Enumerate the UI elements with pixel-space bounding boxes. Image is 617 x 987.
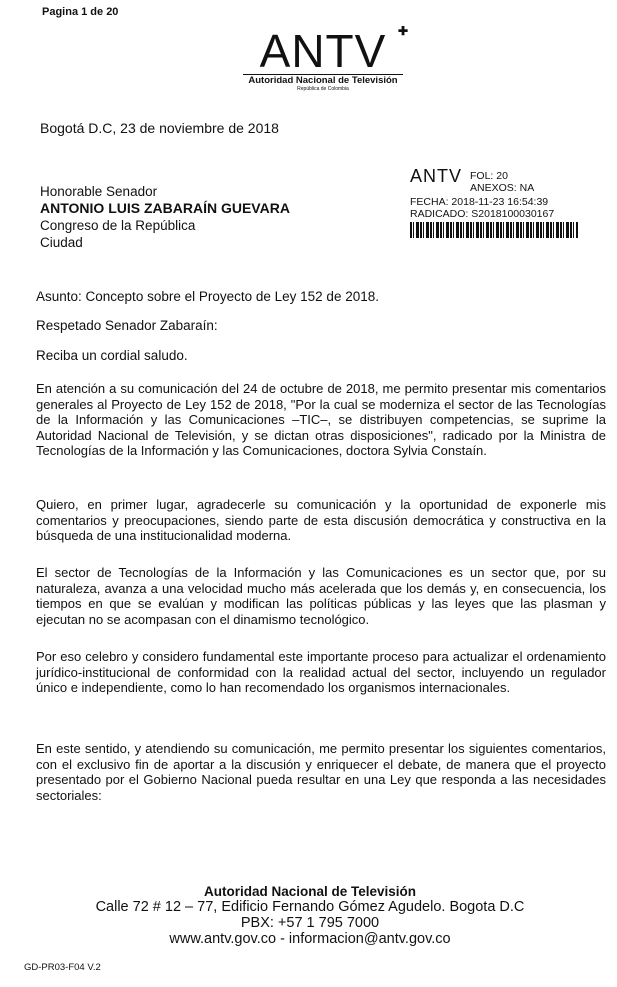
page-number: Pagina 1 de 20 <box>42 6 119 18</box>
recipient-city: Ciudad <box>40 235 83 250</box>
greeting: Reciba un cordial saludo. <box>36 348 188 363</box>
recipient-block <box>40 183 290 251</box>
paragraph-4: Por eso celebro y considero fundamental este importante proceso para actualizar el ordenamiento jurídico-institucional de conformidad con la realidad actual del sector, incluyendo un regulador único e independiente, como lo han recomendado los organismos internacionales. <box>36 649 606 695</box>
footer-org: Autoridad Nacional de Televisión <box>203 884 417 899</box>
recipient-org: Congreso de la República <box>40 218 196 233</box>
logo-org: Autoridad Nacional de Televisión <box>248 75 398 86</box>
subject-line: Asunto: Concepto sobre el Proyecto de Ley 152 de 2018. <box>36 289 379 304</box>
logo-plus-icon: ✚ <box>398 24 409 38</box>
stamp-radicado: RADICADO: S2018100030167 <box>410 208 555 220</box>
recipient-title: Honorable Senador <box>40 184 158 199</box>
paragraph-5: En este sentido, y atendiendo su comunicación, me permito presentar los siguientes comentarios, con el exclusivo fin de aportar a la discusión y enriquecer el debate, de manera que el proyecto presentado por el Gobierno Nacional pueda resultar en una Ley que responda a las necesidades sectoriales: <box>36 741 606 803</box>
document-code: GD-PR03-F04 V.2 <box>24 962 101 973</box>
footer <box>60 884 560 947</box>
footer-phone: PBX: +57 1 795 7000 <box>240 915 380 931</box>
stamp-fecha: FECHA: 2018-11-23 16:54:39 <box>410 196 549 208</box>
salutation: Respetado Senador Zabaraín: <box>36 318 218 333</box>
stamp-fol: FOL: 20 <box>470 170 508 182</box>
barcode <box>410 222 578 238</box>
paragraph-3: El sector de Tecnologías de la Información y las Comunicaciones es un sector que, por su naturaleza, avanza a una velocidad mucho más acelerada que los demás y, en consecuencia, los tiempos en que se evalúan y modifican las políticas públicas y las leyes que las plasman y ejecutan no se acompasan con el dinamismo tecnológico. <box>36 565 606 627</box>
recipient-name: ANTONIO LUIS ZABARAÍN GUEVARA <box>40 200 290 216</box>
logo-country: República de Colombia <box>297 86 349 92</box>
stamp-logo: ANTV <box>410 166 463 186</box>
date-line: Bogotá D.C, 23 de noviembre de 2018 <box>40 120 279 136</box>
filing-stamp <box>410 166 580 238</box>
paragraph-1: En atención a su comunicación del 24 de octubre de 2018, me permito presentar mis comentarios generales al Proyecto de Ley 152 de 2018, "Por la cual se moderniza el sector de las Tecnologías de la Información y las Comunicaciones –TIC–, se distribuyen competencias, se suprime la Autoridad Nacional de Televisión, y se dictan otras disposiciones", radicado por la Ministra de Tecnologías de la Información y las Comunicaciones, doctora Sylvia Constaín. <box>36 381 606 458</box>
footer-web-email: www.antv.gov.co - informacion@antv.gov.co <box>169 931 451 947</box>
antv-logo <box>228 24 418 92</box>
stamp-anexos: ANEXOS: NA <box>470 182 535 194</box>
footer-address: Calle 72 # 12 – 77, Edificio Fernando Gómez Agudelo. Bogota D.C <box>95 899 525 915</box>
paragraph-2: Quiero, en primer lugar, agradecerle su comunicación y la oportunidad de exponerle mis comentarios y preocupaciones, siendo parte de esta discusión democrática y constructiva en la búsqueda de una institucionalidad moderna. <box>36 497 606 543</box>
logo-mark: ANTV <box>259 25 387 77</box>
